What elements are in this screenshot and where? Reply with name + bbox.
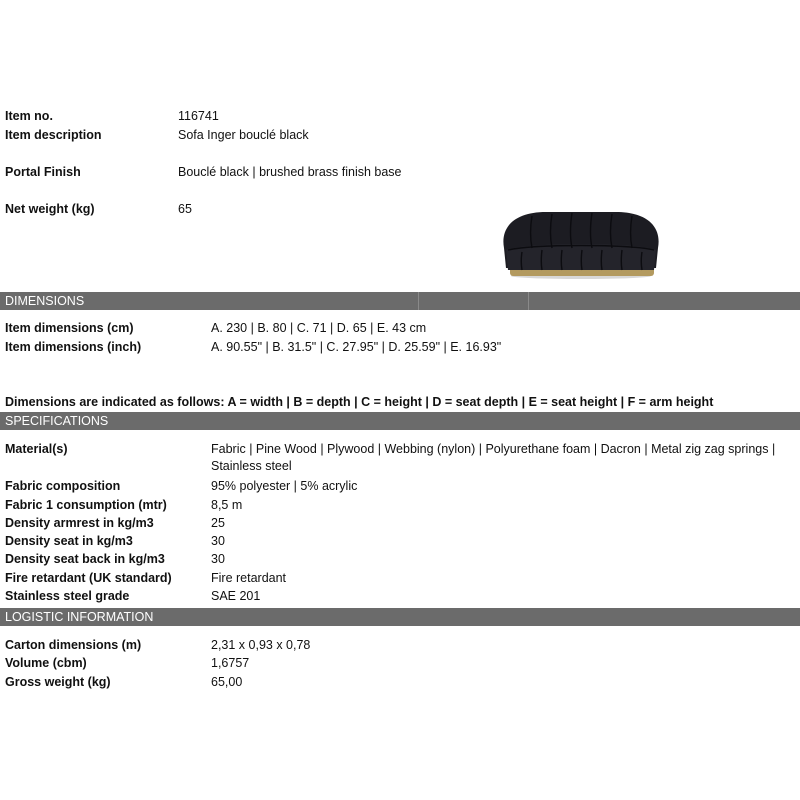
logistic-row-value: 1,6757 [211,656,250,670]
spec-row-value: 95% polyester | 5% acrylic [211,479,358,493]
spec-row-label: Density seat in kg/m3 [5,534,133,548]
item-no-value: 116741 [178,109,219,123]
dimensions-legend-note: Dimensions are indicated as follows: A = width | B = depth | C = height | D = seat depth | E = seat height | F = arm height [5,395,714,409]
item-description-label: Item description [5,128,102,142]
spec-row-value: 30 [211,534,225,548]
spec-row-label: Fabric composition [5,479,121,493]
materials-value-line1: Fabric | Pine Wood | Plywood | Webbing (nylon) | Polyurethane foam | Dacron | Metal zig zag springs | [211,442,776,456]
spec-row-label: Stainless steel grade [5,589,130,603]
spec-row-label: Fabric 1 consumption (mtr) [5,498,167,512]
portal-finish-label: Portal Finish [5,165,81,179]
logistic-section-header [0,608,800,626]
dimensions-inch-label: Item dimensions (inch) [5,340,142,354]
specifications-section-header [0,412,800,430]
logistic-row-value: 65,00 [211,675,243,689]
spec-row-value: 30 [211,552,225,566]
logistic-row-value: 2,31 x 0,93 x 0,78 [211,638,311,652]
logistic-row-label: Volume (cbm) [5,656,87,670]
header-divider [528,292,529,310]
logistic-row-label: Carton dimensions (m) [5,638,142,652]
dimensions-cm-label: Item dimensions (cm) [5,321,134,335]
dimensions-section-header [0,292,800,310]
logistic-row-label: Gross weight (kg) [5,675,111,689]
net-weight-value: 65 [178,202,192,216]
item-description-value: Sofa Inger bouclé black [178,128,309,142]
spec-row-label: Fire retardant (UK standard) [5,571,172,585]
materials-label: Material(s) [5,442,68,456]
specifications-title: SPECIFICATIONS [5,414,109,428]
portal-finish-value: Bouclé black | brushed brass finish base [178,165,402,179]
sofa-product-image [496,206,666,280]
spec-row-value: Fire retardant [211,571,287,585]
spec-row-value: 25 [211,516,225,530]
spec-row-value: 8,5 m [211,498,243,512]
dimensions-title: DIMENSIONS [5,294,85,308]
dimensions-inch-value: A. 90.55" | B. 31.5" | C. 27.95" | D. 25.59" | E. 16.93" [211,340,502,354]
spec-row-value: SAE 201 [211,589,261,603]
net-weight-label: Net weight (kg) [5,202,95,216]
spec-row-label: Density armrest in kg/m3 [5,516,154,530]
spec-row-label: Density seat back in kg/m3 [5,552,165,566]
materials-value-line2: Stainless steel [211,459,292,473]
item-no-label: Item no. [5,109,53,123]
header-divider [418,292,419,310]
logistic-title: LOGISTIC INFORMATION [5,610,154,624]
dimensions-cm-value: A. 230 | B. 80 | C. 71 | D. 65 | E. 43 cm [211,321,427,335]
